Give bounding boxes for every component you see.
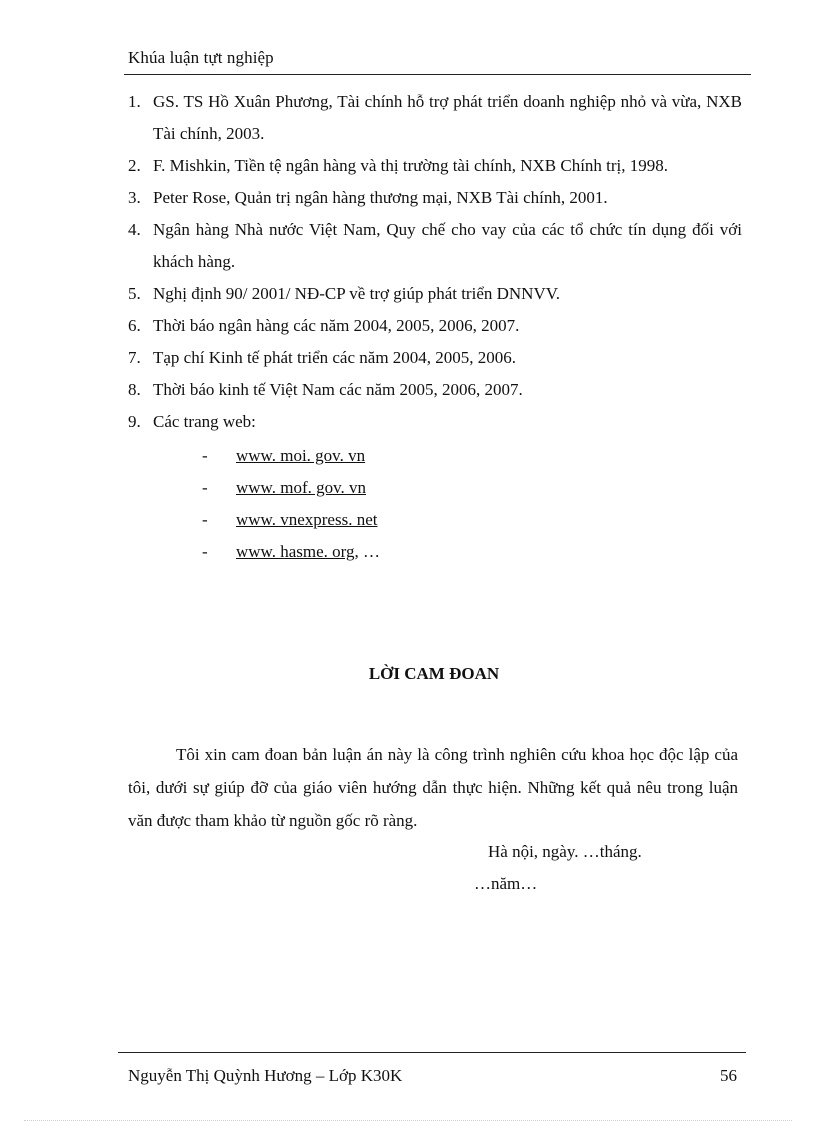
reference-text: GS. TS Hồ Xuân Phương, Tài chính hỗ trợ phát triển doanh nghiệp nhỏ và vừa, NXB Tài chính, 2003.: [153, 92, 742, 143]
website-suffix: , …: [354, 542, 381, 561]
website-item: [200, 536, 380, 568]
reference-item: [124, 182, 742, 214]
header-title: Khúa luận tựt nghiệp: [128, 48, 274, 67]
reference-number: 7.: [128, 348, 141, 367]
declaration-body: Tôi xin cam đoan bản luận án này là công trình nghiên cứu khoa học độc lập của tôi, dưới sự giúp đỡ của giáo viên hướng dẫn thực hiện. Những kết quả nêu trong luận văn được tham khảo từ nguồn gốc rõ ràng.: [128, 745, 738, 830]
reference-number: 2.: [128, 156, 141, 175]
reference-number: 1.: [128, 92, 141, 111]
website-item: [200, 472, 380, 504]
reference-item: [124, 278, 742, 310]
website-list: [200, 440, 380, 568]
website-link-hasme[interactable]: www. hasme. org: [236, 542, 355, 561]
reference-text: Thời báo ngân hàng các năm 2004, 2005, 2006, 2007.: [153, 316, 520, 335]
declaration-title: LỜI CAM ĐOAN: [368, 664, 500, 683]
website-item: [200, 504, 380, 536]
header-divider: [124, 74, 751, 75]
bullet-dash: -: [202, 478, 208, 497]
reference-number: 5.: [128, 284, 141, 303]
reference-text: Thời báo kinh tế Việt Nam các năm 2005, 2006, 2007.: [153, 380, 523, 399]
reference-number: 4.: [128, 220, 141, 239]
reference-item: [124, 214, 742, 278]
reference-text: F. Mishkin, Tiền tệ ngân hàng và thị trường tài chính, NXB Chính trị, 1998.: [153, 156, 669, 175]
reference-list: [124, 86, 742, 438]
footer-author: Nguyễn Thị Quỳnh Hương – Lớp K30K: [128, 1066, 403, 1085]
bullet-dash: -: [202, 446, 208, 465]
year-line: …năm…: [474, 874, 538, 893]
bullet-dash: -: [202, 542, 208, 561]
reference-text: Peter Rose, Quản trị ngân hàng thương mại, NXB Tài chính, 2001.: [153, 188, 608, 207]
reference-item: [124, 150, 742, 182]
reference-item: [124, 310, 742, 342]
reference-text: Tạp chí Kinh tế phát triển các năm 2004, 2005, 2006.: [153, 348, 517, 367]
page-edge-divider: [24, 1120, 792, 1121]
reference-number: 6.: [128, 316, 141, 335]
reference-text: Nghị định 90/ 2001/ NĐ-CP về trợ giúp phát triển DNNVV.: [153, 284, 561, 303]
reference-item: [124, 342, 742, 374]
reference-number: 9.: [128, 412, 141, 431]
bullet-dash: -: [202, 510, 208, 529]
website-link-moi[interactable]: www. moi. gov. vn: [236, 446, 366, 465]
place-date-line: Hà nội, ngày. …tháng.: [488, 842, 642, 861]
website-link-vnexpress[interactable]: www. vnexpress. net: [236, 510, 378, 529]
reference-text: Ngân hàng Nhà nước Việt Nam, Quy chế cho vay của các tổ chức tín dụng đối với khách hàng.: [153, 220, 742, 271]
reference-item: [124, 86, 742, 150]
reference-text: Các trang web:: [153, 412, 256, 431]
website-link-mof[interactable]: www. mof. gov. vn: [236, 478, 367, 497]
reference-item: [124, 406, 742, 438]
page-number: 56: [720, 1066, 737, 1085]
footer-divider: [118, 1052, 746, 1053]
reference-number: 8.: [128, 380, 141, 399]
reference-number: 3.: [128, 188, 141, 207]
reference-item: [124, 374, 742, 406]
website-item: [200, 440, 380, 472]
